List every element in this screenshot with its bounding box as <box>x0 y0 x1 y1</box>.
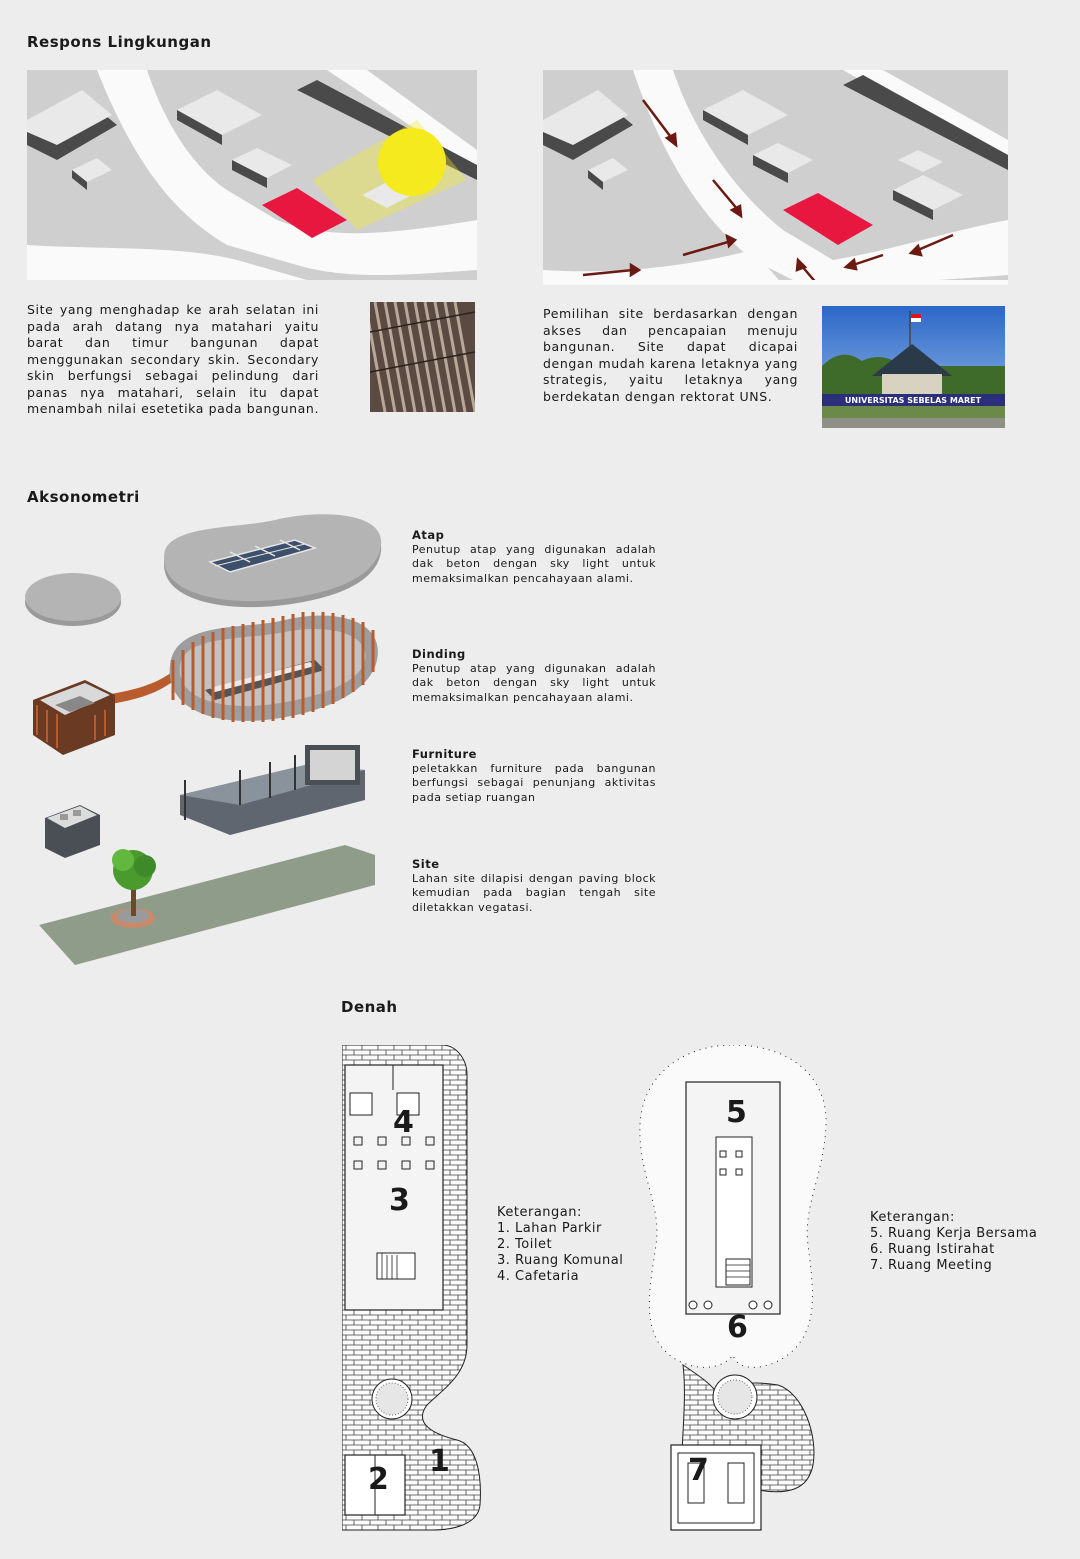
plan2-legend: Keterangan: 5. Ruang Kerja Bersama 6. Ruang Istirahat 7. Ruang Meeting <box>870 1210 1038 1273</box>
roof-layer <box>25 514 381 626</box>
plan-label-5: 5 <box>726 1095 747 1130</box>
sun-icon <box>378 128 446 196</box>
axo-item-site: Site Lahan site dilapisi dengan paving block kemudian pada bagian tengah site diletakkan vegatasi. <box>412 857 656 914</box>
plan-label-1: 1 <box>429 1444 450 1479</box>
axonometric-drawing <box>25 500 385 970</box>
site-layer <box>39 845 375 965</box>
section-title-respons: Respons Lingkungan <box>27 33 212 51</box>
axo-item-atap: Atap Penutup atap yang digunakan adalah dak beton dengan sky light untuk memaksimalkan pencahayaan alami. <box>412 528 656 585</box>
sun-map <box>27 70 477 280</box>
section-title-denah: Denah <box>341 998 398 1016</box>
plan1-legend: Keterangan: 1. Lahan Parkir 2. Toilet 3. Ruang Komunal 4. Cafetaria <box>497 1205 624 1284</box>
plan-label-3: 3 <box>389 1183 410 1218</box>
secondary-skin-photo <box>370 302 475 412</box>
sun-description: Site yang menghadap ke arah selatan ini pada arah datang nya matahari yaitu barat dan timur bangunan dapat menggunakan secondary skin. Secondary skin berfungsi sebagai pelindung dari panas nya matahari, selain itu dapat menambah nilai esetetika pada bangunan. <box>27 302 320 416</box>
axo-item-dinding: Dinding Penutup atap yang digunakan adalah dak beton dengan sky light untuk memaksimalkan pencahayaan alami. <box>412 647 656 704</box>
plan-label-2: 2 <box>368 1462 389 1497</box>
plan-label-6: 6 <box>727 1310 748 1345</box>
access-map <box>543 70 1008 285</box>
plan-label-7: 7 <box>688 1453 709 1488</box>
uns-sign-text: UNIVERSITAS SEBELAS MARET <box>844 396 982 405</box>
furniture-layer <box>45 745 365 858</box>
access-description: Pemilihan site berdasarkan dengan akses dan pencapaian menuju bangunan. Site dapat dicapai dengan mudah karena letaknya yang strategis, yaitu letaknya yang berdekatan dengan rektorat UNS. <box>543 306 798 404</box>
uns-rectorate-photo <box>822 306 1005 428</box>
plan-label-4: 4 <box>393 1105 414 1140</box>
section-title-aksonometri: Aksonometri <box>27 488 140 506</box>
axo-item-furniture: Furniture peletakkan furniture pada bangunan berfungsi sebagai penunjang aktivitas pada setiap ruangan <box>412 747 656 804</box>
